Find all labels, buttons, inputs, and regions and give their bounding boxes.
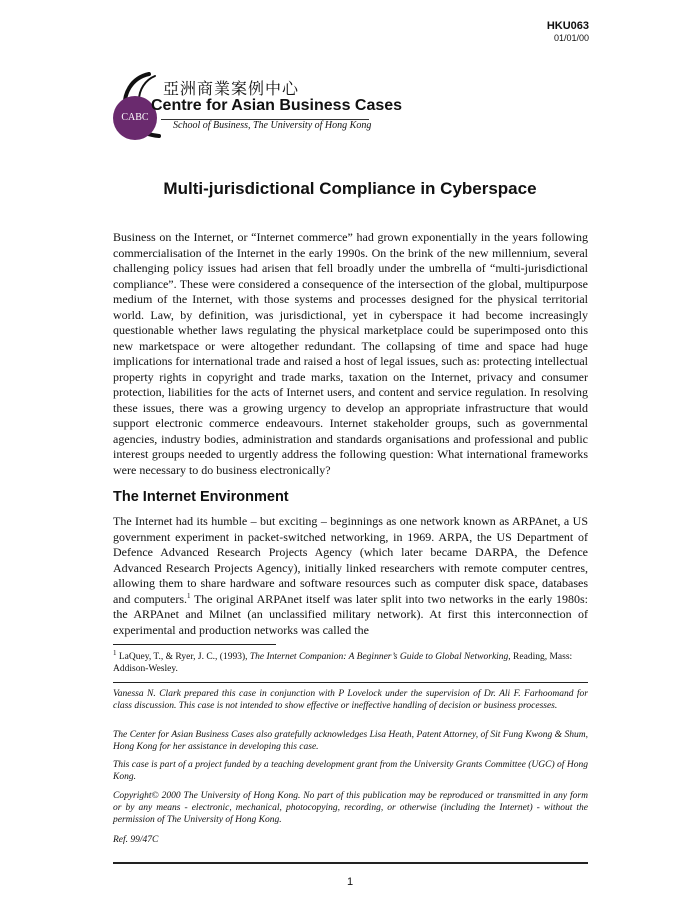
footnote-text-end: , Reading, Mass: Addison-Wesley. (113, 652, 573, 674)
funding-note: This case is part of a project funded by a teaching development grant from the University Grants Committee (UGC) of Hong Kong. (113, 760, 588, 782)
section-paragraph-part-b: The original ARPAnet itself was later split into two networks in the early 1980s: the ARPAnet and Milnet (an unclassified military network). At first this interconnection of experimental and production networks was called the (113, 591, 588, 637)
logo-subtitle: School of Business, The University of Hong Kong (173, 120, 372, 131)
document-code: HKU063 (546, 20, 589, 32)
page-number: 1 (346, 876, 354, 888)
footnote-book-title: The Internet Companion: A Beginner’s Guide to Global Networking (249, 652, 509, 662)
acknowledgement-note: The Center for Asian Business Cases also gratefully acknowledges Lisa Heath, Patent Attorney, of Sit Fung Kwong & Shum, Hong Kong for her assistance in developing this case. (113, 730, 588, 752)
author-note: Vanessa N. Clark prepared this case in conjunction with P Lovelock under the supervision of Dr. Ali F. Farhoomand for class discussion. This case is not intended to show effective or ineffective handling of decision or business processes. (113, 689, 588, 711)
logo-chinese-name: 亞洲商業案例中心 (163, 81, 300, 98)
copyright-note: Copyright© 2000 The University of Hong Kong. No part of this publication may be reproduced or transmitted in any form or by any means - electronic, mechanical, photocopying, recording, or otherwise (including the Internet) - without the permission of The University of Hong Kong. (113, 791, 588, 825)
cabc-logo (113, 72, 403, 140)
footnote-mark: 1 (113, 648, 117, 657)
footnote-reference: 1 (187, 591, 191, 600)
section-heading: The Internet Environment (113, 489, 289, 505)
footnote-text: LaQuey, T., & Ryer, J. C., (1993), (116, 652, 250, 662)
section-paragraph-part-a: The Internet had its humble – but exciting – beginnings as one network known as ARPAnet, a US government experiment in packet-switched networking, in 1969. ARPA, the US Department of Defence Advanced Research Projects Agency (which later became DARPA, the Defence Advanced Research Projects Agency), initially linked researchers with remote computer centres, allowing them to share hardware and software resources such as computer disk space, databases and computers. (113, 514, 588, 606)
footnote (113, 648, 588, 675)
intro-paragraph: Business on the Internet, or “Internet commerce” had grown exponentially in the years following commercialisation of the Internet in the early 1990s. On the brink of the new millennium, several challenging policy issues had arisen that fell broadly under the umbrella of “multi-jurisdictional compliance”. These were considered a consequence of the intersection of the global, multipurpose medium of the Internet, with those systems and processes designed for the physical territorial world. Law, by definition, was jurisdictional, yet in cyberspace it had become increasingly questionable whether laws regulating the physical marketplace could be superimposed onto this new marketspace or were altogether redundant. The collapsing of time and space had huge implications for international trade and raised a host of legal issues, such as: protecting intellectual property rights in copyright and trade marks, taxation on the Internet, privacy and consumer protection, liabilities for the acts of Internet users, and content and service regulation. In resolving these issues, there was a growing urgency to develop an appropriate infrastructure that would support electronic commerce endeavours. Internet stakeholder groups, such as governmental agencies, industry bodies, administration and standards organisations and professional and public interest groups needed to urgently address the following question: What international frameworks were necessary to do business electronically? (113, 230, 588, 477)
section-paragraph (113, 514, 588, 638)
logo-badge: CABC (113, 96, 157, 140)
notes-divider-bottom (113, 862, 588, 864)
footnote-divider (113, 644, 276, 645)
document-date: 01/01/00 (553, 33, 589, 43)
page-title: Multi-jurisdictional Compliance in Cyberspace (163, 179, 537, 198)
logo-english-name: Centre for Asian Business Cases (151, 97, 403, 114)
reference-code: Ref. 99/47C (113, 835, 159, 845)
notes-divider-top (113, 682, 588, 683)
